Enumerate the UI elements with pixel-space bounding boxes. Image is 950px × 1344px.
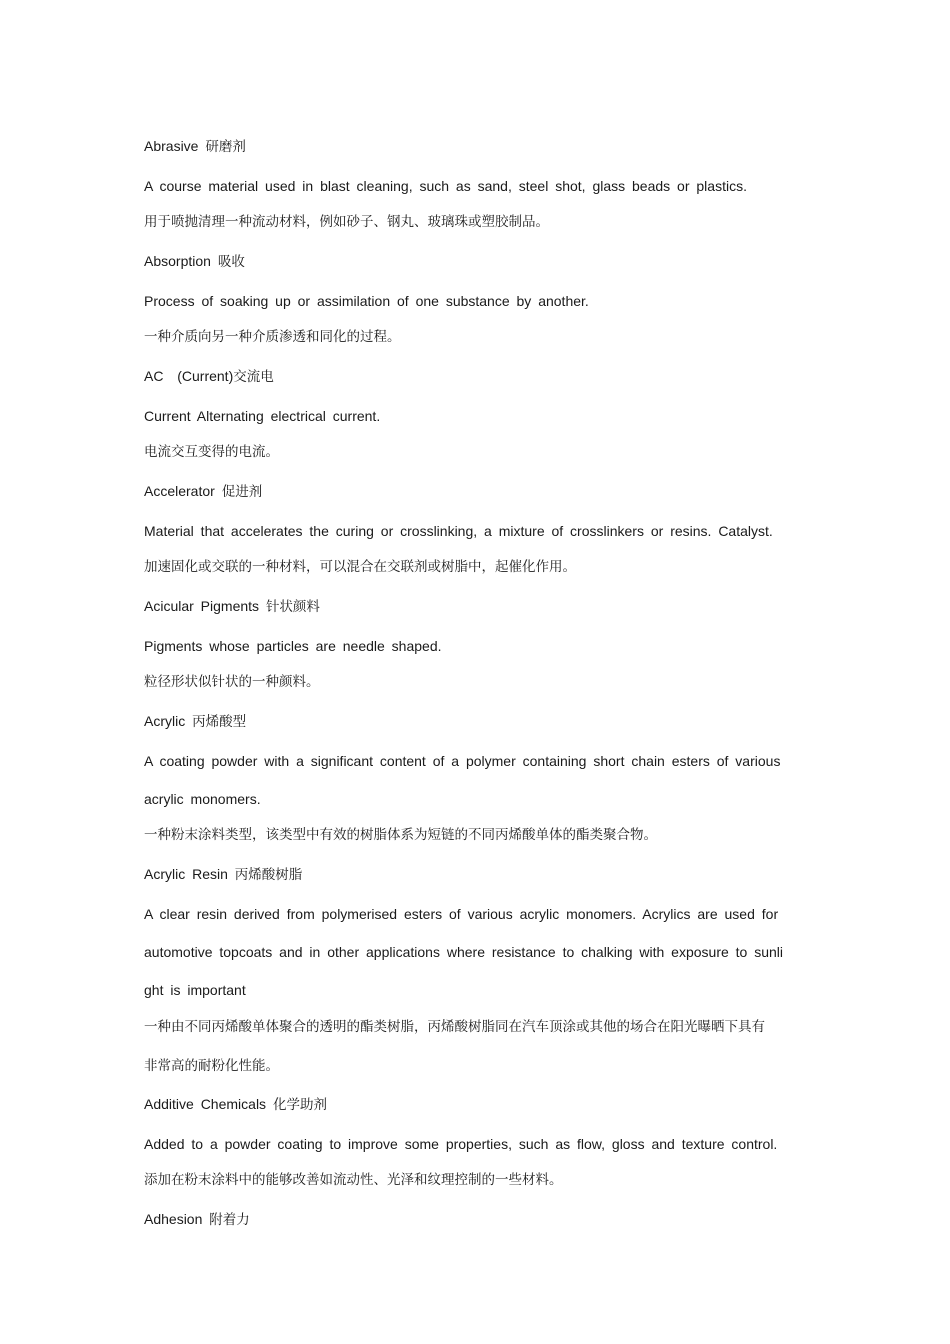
definition-en: A coating powder with a significant content of a polymer containing short chain esters of various xyxy=(144,753,781,769)
term-heading: Absorption 吸收 xyxy=(144,253,245,270)
definition-en: A clear resin derived from polymerised esters of various acrylic monomers. Acrylics are used for xyxy=(144,906,779,922)
definition-en: Added to a powder coating to improve some properties, such as flow, gloss and texture control. xyxy=(144,1136,778,1152)
definition-zh: 非常高的耐粉化性能。 xyxy=(144,1058,279,1074)
term-heading: Acrylic Resin 丙烯酸树脂 xyxy=(144,866,303,883)
definition-zh: 用于喷抛清理一种流动材料，例如砂子、钢丸、玻璃珠或塑胶制品。 xyxy=(144,214,549,230)
definition-en: acrylic monomers. xyxy=(144,791,261,807)
definition-zh: 一种粉末涂料类型，该类型中有效的树脂体系为短链的不同丙烯酸单体的酯类聚合物。 xyxy=(144,827,657,843)
term-heading: Adhesion 附着力 xyxy=(144,1211,250,1228)
definition-en: A course material used in blast cleaning, such as sand, steel shot, glass beads or plastics. xyxy=(144,178,747,194)
definition-zh: 添加在粉末涂料中的能够改善如流动性、光泽和纹理控制的一些材料。 xyxy=(144,1172,563,1188)
term-heading: AC (Current)交流电 xyxy=(144,368,274,385)
term-heading: Abrasive 研磨剂 xyxy=(144,138,246,155)
definition-zh: 一种介质向另一种介质渗透和同化的过程。 xyxy=(144,329,401,345)
definition-zh: 加速固化或交联的一种材料，可以混合在交联剂或树脂中，起催化作用。 xyxy=(144,559,576,575)
definition-en: automotive topcoats and in other applications where resistance to chalking with exposure to sunli xyxy=(144,944,784,960)
definition-en: Process of soaking up or assimilation of one substance by another. xyxy=(144,293,589,309)
term-heading: Additive Chemicals 化学助剂 xyxy=(144,1096,327,1113)
definition-en: Pigments whose particles are needle shaped. xyxy=(144,638,442,654)
definition-en: Current Alternating electrical current. xyxy=(144,408,381,424)
definition-zh: 电流交互变得的电流。 xyxy=(144,444,279,460)
term-heading: Acicular Pigments 针状颜料 xyxy=(144,598,320,615)
definition-zh: 粒径形状似针状的一种颜料。 xyxy=(144,674,320,690)
definition-zh: 一种由不同丙烯酸单体聚合的透明的酯类树脂，丙烯酸树脂同在汽车顶涂或其他的场合在阳光曝晒下具有 xyxy=(144,1019,765,1035)
definition-en: Material that accelerates the curing or crosslinking, a mixture of crosslinkers or resins. Catalyst. xyxy=(144,523,773,539)
term-heading: Accelerator 促进剂 xyxy=(144,483,263,500)
term-heading: Acrylic 丙烯酸型 xyxy=(144,713,247,730)
definition-en: ght is important xyxy=(144,982,246,998)
